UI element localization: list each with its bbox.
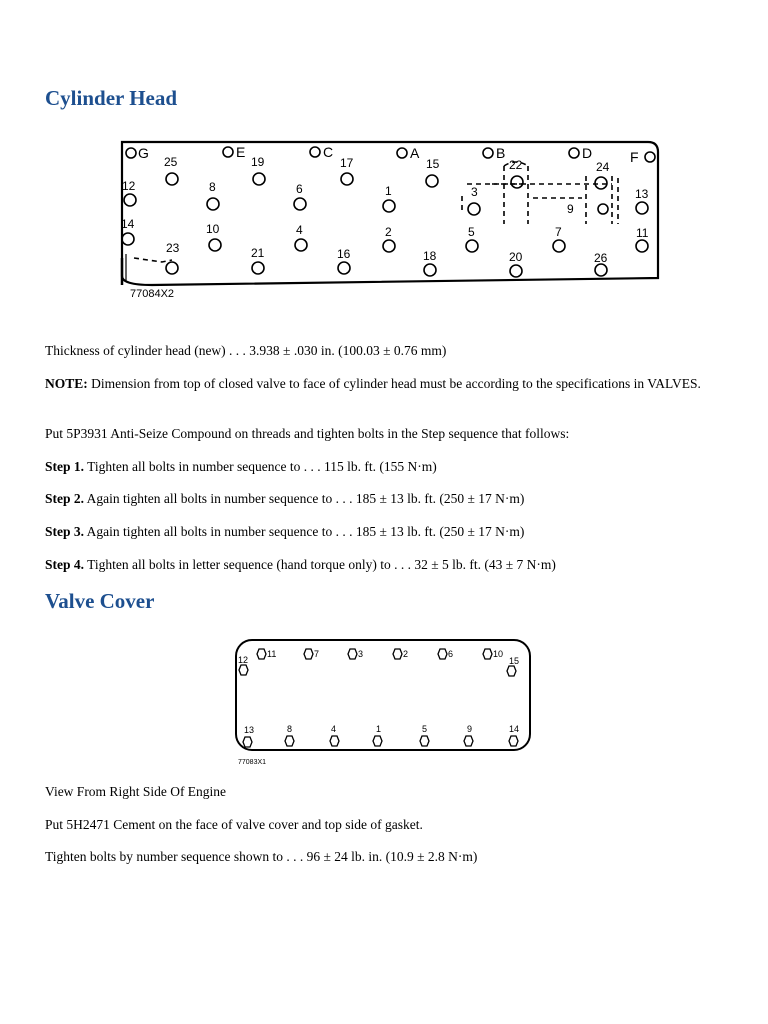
bolt-number: 9: [567, 202, 574, 216]
note-text: Dimension from top of closed valve to face of cylinder head must be according to the specifications in VALVES.: [87, 376, 701, 391]
bolt-letter: E: [236, 144, 246, 160]
bolt-number: 15: [426, 157, 440, 171]
bolt-number: 2: [403, 649, 409, 659]
note-label: NOTE:: [45, 376, 88, 391]
bolt-number: 25: [164, 155, 178, 169]
bolt-number: 24: [596, 160, 610, 174]
bolt-number: 19: [251, 155, 265, 169]
valve-cover-heading: Valve Cover: [45, 589, 155, 613]
valve-cover-diagram: [230, 636, 536, 770]
bolt-number: 3: [358, 649, 364, 659]
step-text: Again tighten all bolts in number sequence to . . . 185 ± 13 lb. ft. (250 ± 17 N·m): [84, 491, 525, 506]
bolt-number: 7: [314, 649, 320, 659]
bolt-number: 6: [448, 649, 454, 659]
bolt-number: 12: [122, 179, 136, 193]
bolt-number: 4: [296, 223, 303, 237]
cylinder-head-diagram: [112, 138, 664, 300]
bolt-number: 22: [509, 158, 523, 172]
diagram-code: 77084X2: [130, 288, 175, 300]
cement-instruction: Put 5H2471 Cement on the face of valve cover and top side of gasket.: [45, 817, 423, 832]
step-label: Step 1.: [45, 459, 85, 474]
step-4: [45, 557, 725, 573]
compound-instruction: Put 5P3931 Anti-Seize Compound on threads and tighten bolts in the Step sequence that follows:: [45, 426, 570, 441]
bolt-letter: G: [138, 145, 149, 161]
bolt-number: 10: [493, 649, 504, 659]
step-label: Step 3.: [45, 524, 85, 539]
bolt-number: 14: [509, 724, 520, 734]
step-text: Tighten all bolts in letter sequence (hand torque only) to . . . 32 ± 5 lb. ft. (43 ± 7 N·m): [84, 557, 556, 572]
step-text: Again tighten all bolts in number sequence to . . . 185 ± 13 lb. ft. (250 ± 17 N·m): [84, 524, 525, 539]
bolt-number: 11: [267, 649, 277, 659]
bolt-number: 11: [636, 226, 649, 240]
bolt-letter: C: [323, 144, 334, 160]
step-label: Step 2.: [45, 491, 85, 506]
bolt-letter: F: [630, 149, 639, 165]
valve-cover-torque: Tighten bolts by number sequence shown to . . . 96 ± 24 lb. in. (10.9 ± 2.8 N·m): [45, 849, 478, 864]
bolt-number: 7: [555, 225, 562, 239]
bolt-number: 17: [340, 156, 354, 170]
bolt-number: 1: [385, 184, 392, 198]
bolt-number: 5: [468, 225, 475, 239]
thickness-spec: Thickness of cylinder head (new) . . . 3.938 ± .030 in. (100.03 ± 0.76 mm): [45, 343, 447, 358]
bolt-letter: B: [496, 145, 506, 161]
bolt-number: 12: [238, 655, 249, 665]
bolt-number: 2: [385, 225, 392, 239]
bolt-number: 6: [296, 182, 303, 196]
cylinder-head-heading: Cylinder Head: [45, 86, 178, 110]
bolt-number: 14: [121, 217, 135, 231]
bolt-number: 20: [509, 250, 523, 264]
bolt-number: 10: [206, 222, 220, 236]
view-caption: View From Right Side Of Engine: [45, 784, 227, 799]
bolt-number: 3: [471, 185, 478, 199]
bolt-number: 9: [467, 724, 473, 734]
bolt-letter: A: [410, 145, 420, 161]
bolt-number: 1: [376, 724, 382, 734]
diagram-code: 77083X1: [238, 759, 267, 766]
bolt-letter: D: [582, 145, 593, 161]
bolt-number: 16: [337, 247, 351, 261]
bolt-number: 26: [594, 251, 608, 265]
bolt-number: 13: [635, 187, 649, 201]
bolt-number: 4: [331, 724, 337, 734]
bolt-number: 5: [422, 724, 428, 734]
bolt-number: 23: [166, 241, 180, 255]
bolt-number: 18: [423, 249, 437, 263]
bolt-number: 21: [251, 246, 265, 260]
step-label: Step 4.: [45, 557, 85, 572]
step-2: [45, 491, 725, 507]
step-3: [45, 524, 725, 540]
bolt-number: 15: [509, 656, 520, 666]
bolt-number: 8: [209, 180, 216, 194]
note-paragraph: [45, 376, 725, 392]
bolt-number: 8: [287, 724, 293, 734]
bolt-number: 13: [244, 725, 255, 735]
step-1: [45, 459, 725, 475]
step-text: Tighten all bolts in number sequence to . . . 115 lb. ft. (155 N·m): [84, 459, 437, 474]
